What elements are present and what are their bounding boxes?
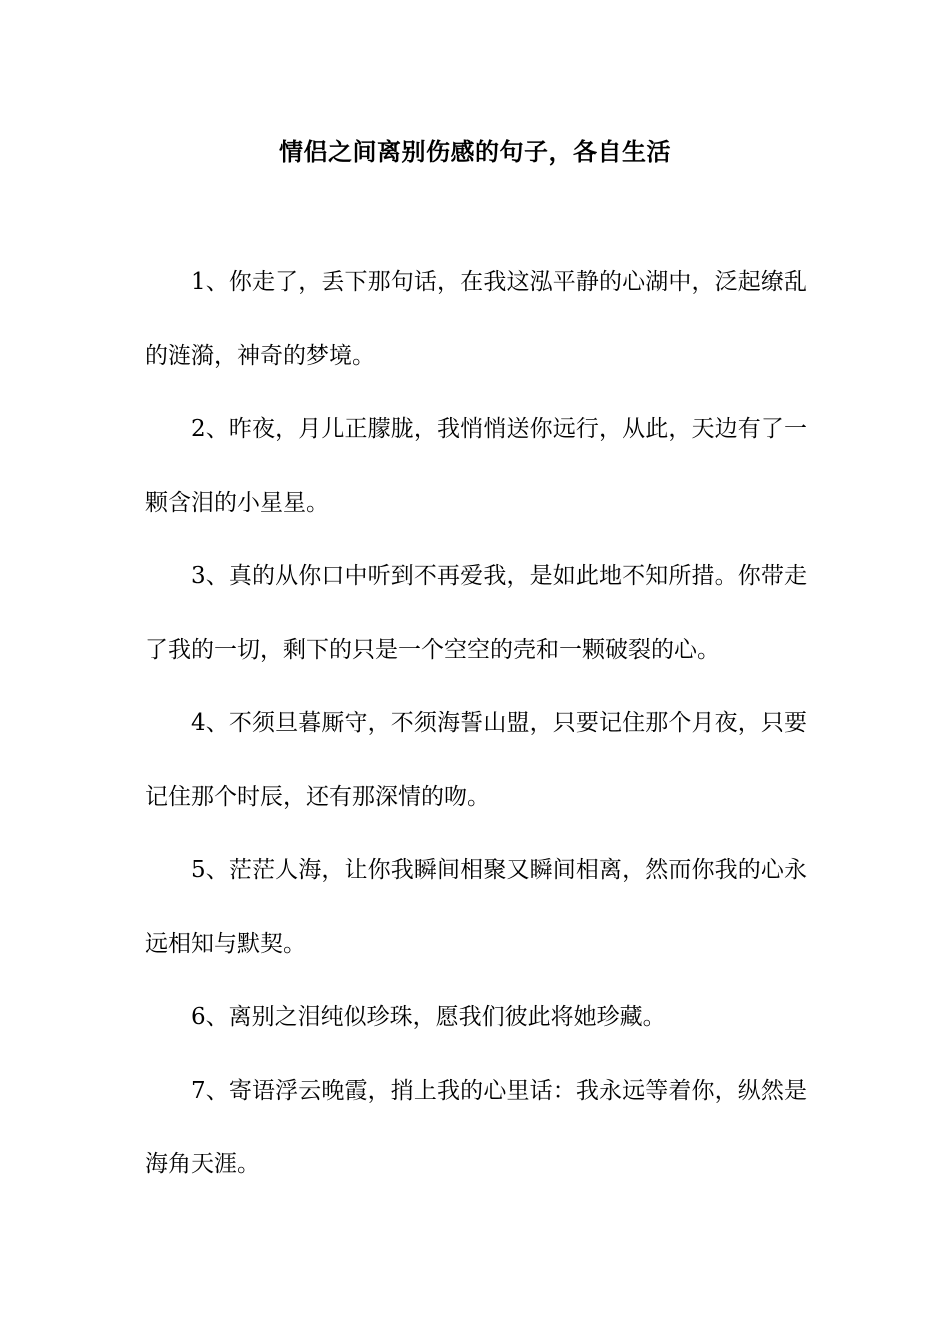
paragraph-1: 1、你走了，丢下那句话，在我这泓平静的心湖中，泛起缭乱的涟漪，神奇的梦境。	[145, 269, 807, 369]
paragraph-4: 4、不须旦暮厮守，不须海誓山盟，只要记住那个月夜，只要记住那个时辰，还有那深情的吻。	[145, 710, 807, 810]
paragraph-3: 3、真的从你口中听到不再爱我，是如此地不知所措。你带走了我的一切，剩下的只是一个空空的壳和一颗破裂的心。	[145, 563, 807, 663]
paragraph-6: 6、离别之泪纯似珍珠，愿我们彼此将她珍藏。	[191, 1004, 666, 1030]
paragraph-2: 2、昨夜，月儿正朦胧，我悄悄送你远行，从此，天边有了一颗含泪的小星星。	[145, 416, 807, 516]
paragraph-5: 5、茫茫人海，让你我瞬间相聚又瞬间相离，然而你我的心永远相知与默契。	[145, 857, 807, 957]
paragraph-7: 7、寄语浮云晚霞，捎上我的心里话：我永远等着你，纵然是海角天涯。	[145, 1077, 807, 1177]
document-body	[145, 246, 807, 1202]
document-title: 情侣之间离别伤感的句子，各自生活	[279, 138, 671, 166]
